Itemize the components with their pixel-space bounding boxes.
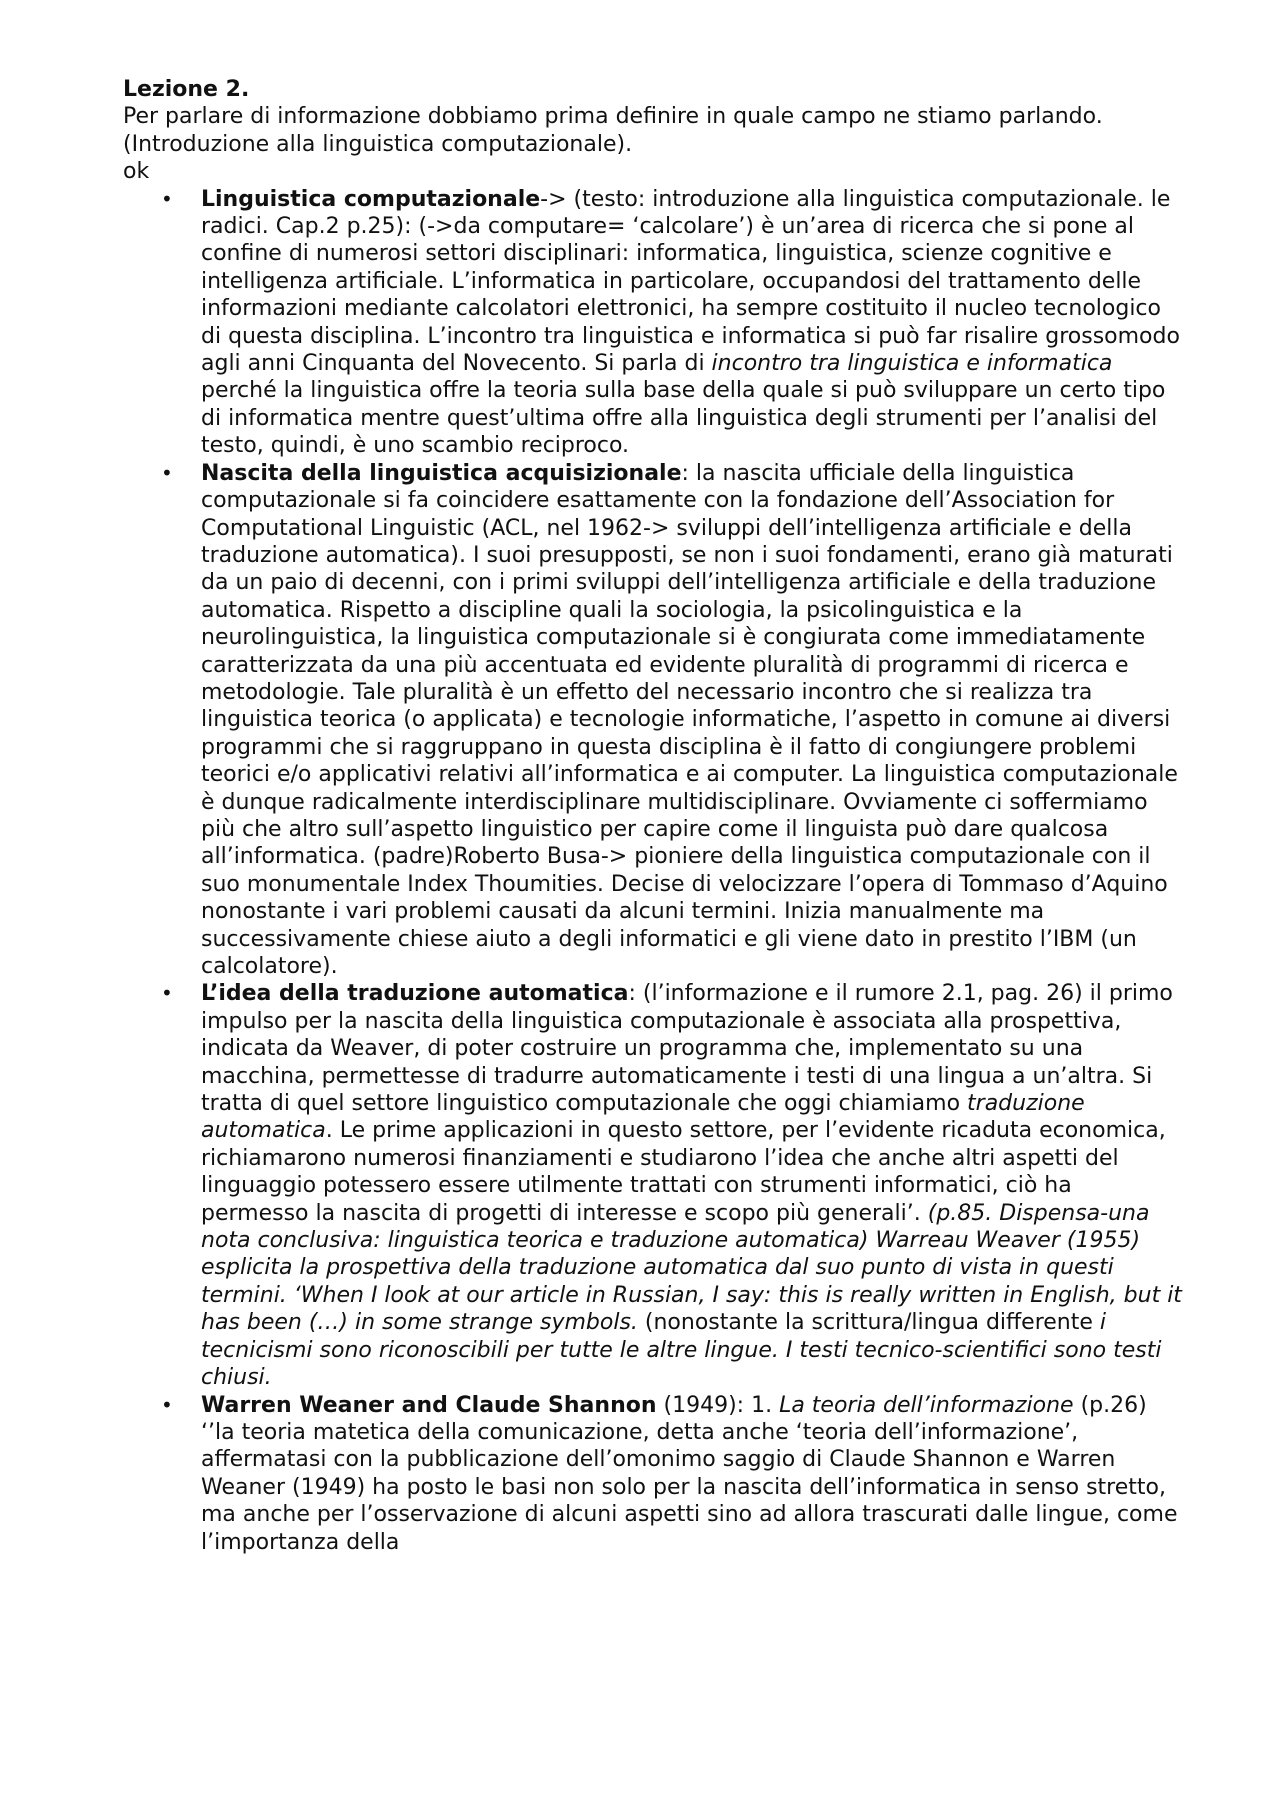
item-heading: L’idea della traduzione automatica — [201, 981, 629, 1007]
intro-paragraph: Per parlare di informazione dobbiamo prima definire in quale campo ne stiamo parlando. — [123, 104, 1103, 130]
list-item — [123, 980, 1183, 1391]
bullet-icon: • — [161, 186, 173, 211]
item-text: (1949): 1. — [656, 1392, 780, 1418]
bullet-icon: • — [161, 1392, 173, 1417]
topic-list — [123, 186, 1183, 1556]
item-emphasis: traduzione automatica — [201, 1091, 1085, 1144]
bullet-icon: • — [161, 460, 173, 485]
item-heading: Nascita della linguistica acquisizionale — [201, 460, 682, 486]
lesson-title: Lezione 2. — [123, 77, 250, 102]
item-text: (p.26) ‘’la teoria matetica della comunicazione, detta anche ‘teoria dell’informazione’, affermatasi con la pubblicazione dell’omonimo saggio di Claude Shannon e Warren Weaner (1949) ha posto le basi non solo per la nascita dell’informatica in senso stretto, ma anche per l’osservazione di alcuni aspetti sino ad allora trascurati dalle lingue, come l’importanza della — [201, 1392, 1178, 1555]
document-page — [123, 76, 1183, 1556]
item-text: perché la linguistica offre la teoria sulla base della quale si può sviluppare un certo tipo di informatica mentre quest’ultima offre alla linguistica degli strumenti per l’analisi del testo, quindi, è uno scambio reciproco. — [201, 378, 1166, 459]
list-item — [123, 460, 1183, 981]
item-emphasis: i tecnicismi sono riconoscibili per tutte le altre lingue. I testi tecnico-scientifici sono testi chiusi. — [201, 1310, 1162, 1391]
item-text: : (l’informazione e il rumore 2.1, pag. 26) il primo impulso per la nascita della linguistica computazionale è associata alla prospettiva, indicata da Weaver, di poter costruire un programma che, implementato su una macchina, permettesse di tradurre automaticamente i testi di una lingua a un’altra. Si tratta di quel settore linguistico computazionale che oggi chiamiamo — [201, 981, 1173, 1117]
ok-note: ok — [123, 159, 150, 185]
item-emphasis: (p.85. Dispensa-una nota conclusiva: linguistica teorica e traduzione automatica) Warreau Weaver (1955) esplicita la prospettiva della traduzione automatica dal suo punto di vista in questi termini. ‘When I look at our article in Russian, I say: this is really written in English, but it has been (…) in some strange symbols. — [201, 1200, 1182, 1336]
item-emphasis: incontro tra linguistica e informatica — [711, 351, 1113, 377]
item-emphasis: La teoria dell’informazione — [779, 1392, 1074, 1418]
item-text: . Le prime applicazioni in questo settore, per l’evidente ricaduta economica, richiamarono numerosi finanziamenti e studiarono l’idea che anche altri aspetti del linguaggio potessero essere utilmente trattati con strumenti informatici, ciò ha permesso la nascita di progetti di interesse e scopo più generali’. — [201, 1118, 1166, 1226]
item-heading: Warren Weaner and Claude Shannon — [201, 1392, 657, 1418]
list-item — [123, 1392, 1183, 1556]
item-text: (nonostante la scrittura/lingua differente — [637, 1310, 1100, 1336]
item-heading: Linguistica computazionale — [201, 186, 541, 212]
list-item — [123, 186, 1183, 460]
item-text: : la nascita ufficiale della linguistica computazionale si fa coincidere esattamente con la fondazione dell’Association for Computational Linguistic (ACL, nel 1962-> sviluppi dell’intelligenza artificiale e della traduzione automatica). I suoi presupposti, se non i suoi fondamenti, erano già maturati da un paio di decenni, con i primi sviluppi dell’intelligenza artificiale e della traduzione automatica. Rispetto a discipline quali la sociologia, la psicolinguistica e la neurolinguistica, la linguistica computazionale si è congiurata come immediatamente caratterizzata da una più accentuata ed evidente pluralità di programmi di ricerca e metodologie. Tale pluralità è un effetto del necessario incontro che si realizza tra linguistica teorica (o applicata) e tecnologie informatiche, l’aspetto in comune ai diversi programmi che si raggruppano in questa disciplina è il fatto di congiungere problemi teorici e/o applicativi relativi all’informatica e ai computer. La linguistica computazionale è dunque radicalmente interdisciplinare multidisciplinare. Ovviamente ci soffermiamo più che altro sull’aspetto linguistico per capire come il linguista può dare qualcosa all’informatica. (padre)Roberto Busa-> pioniere della linguistica computazionale con il suo monumentale Index Thoumities. Decise di velocizzare l’opera di Tommaso d’Aquino nonostante i vari problemi causati da alcuni termini. Inizia manualmente ma successivamente chiese aiuto a degli informatici e gli viene dato in prestito l’IBM (un calcolatore). — [201, 460, 1178, 979]
item-text: -> (testo: introduzione alla linguistica computazionale. le radici. Cap.2 p.25): (->da computare= ‘calcolare’) è un’area di ricerca che si pone al confine di numerosi settori disciplinari: informatica, linguistica, scienze cognitive e intelligenza artificiale. L’informatica in particolare, occupandosi del trattamento delle informazioni mediante calcolatori elettronici, ha sempre costituito il nucleo tecnologico di questa disciplina. L’incontro tra linguistica e informatica si può far risalire grossomodo agli anni Cinquanta del Novecento. Si parla di — [201, 186, 1180, 377]
bullet-icon: • — [161, 981, 173, 1006]
intro-reference: (Introduzione alla linguistica computazionale). — [123, 131, 633, 157]
